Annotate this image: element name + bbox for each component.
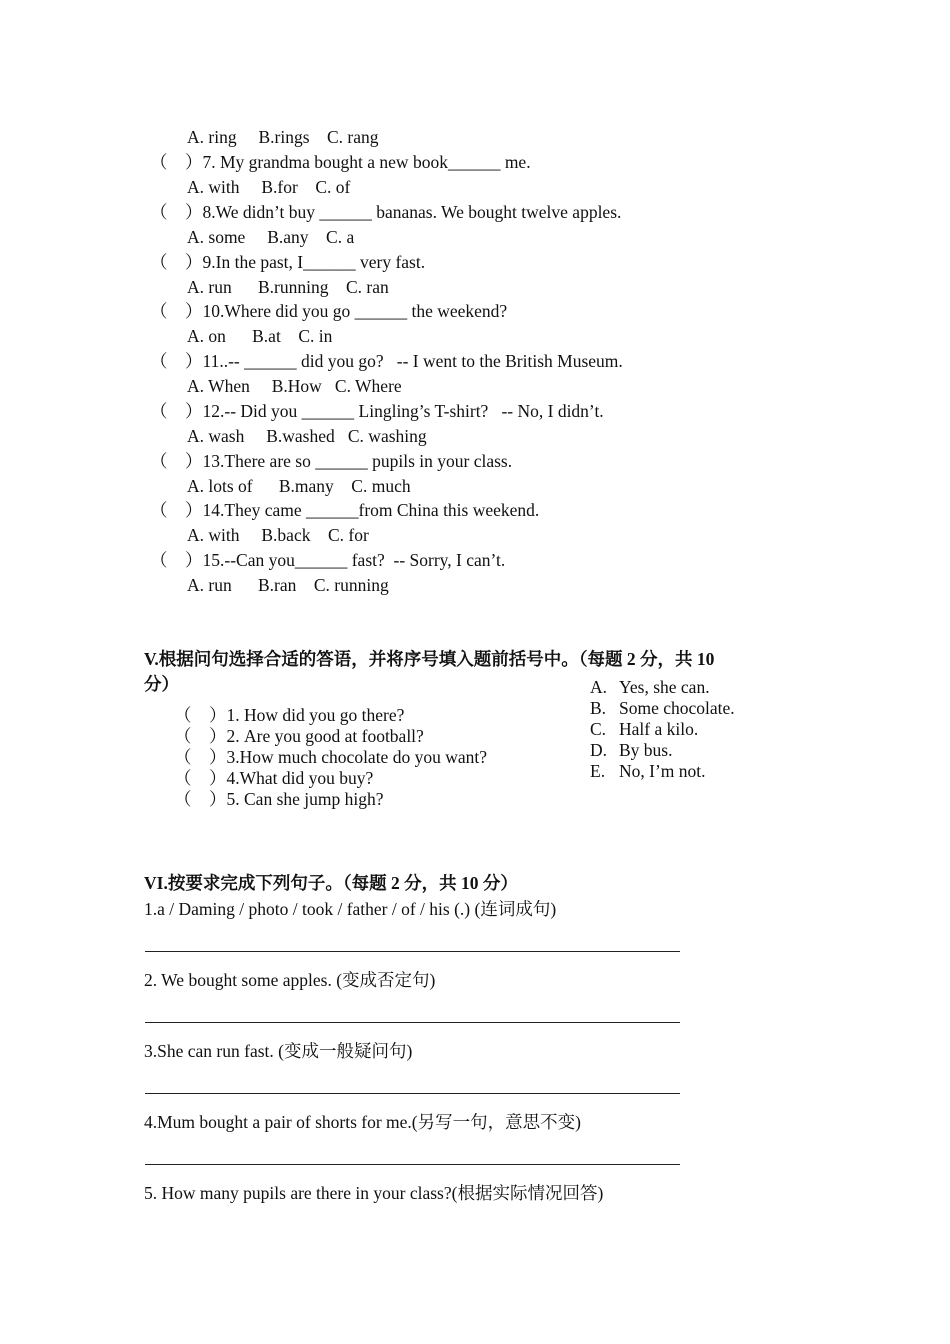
rewrite-item-2: 2. We bought some apples. (变成否定句) [144, 970, 436, 990]
q6-options: A. ring B.rings C. rang [187, 127, 379, 147]
match-question-2: （ ）2. Are you good at football? [174, 726, 424, 746]
q13-options: A. lots of B.many C. much [187, 476, 411, 496]
answer-line-4[interactable] [145, 1164, 680, 1165]
answer-text: No, I’m not. [619, 761, 706, 781]
section6-heading: VI.按要求完成下列句子。（每题 2 分，共 10 分） [144, 873, 518, 893]
q14-question: （ ）14.They came ______from China this weekend. [150, 500, 540, 520]
rewrite-item-3: 3.She can run fast. (变成一般疑问句) [144, 1041, 413, 1061]
answer-option-c [590, 718, 698, 740]
q15-question: （ ）15.--Can you______ fast? -- Sorry, I can’t. [150, 550, 506, 570]
q14-options: A. with B.back C. for [187, 525, 369, 545]
q8-options: A. some B.any C. a [187, 227, 355, 247]
q12-options: A. wash B.washed C. washing [187, 426, 427, 446]
answer-text: Yes, she can. [619, 677, 710, 697]
answer-text: Some chocolate. [619, 698, 735, 718]
match-question-5: （ ）5. Can she jump high? [174, 789, 384, 809]
q11-question: （ ）11..-- ______ did you go? -- I went to the British Museum. [150, 351, 623, 371]
match-question-4: （ ）4.What did you buy? [174, 768, 374, 788]
match-question-3: （ ）3.How much chocolate do you want? [174, 747, 487, 767]
rewrite-item-1: 1.a / Daming / photo / took / father / of / his (.) (连词成句) [144, 899, 557, 919]
q10-options: A. on B.at C. in [187, 326, 333, 346]
q12-question: （ ）12.-- Did you ______ Lingling’s T-shirt? -- No, I didn’t. [150, 401, 604, 421]
answer-letter: C. [590, 719, 607, 739]
answer-letter: B. [590, 698, 607, 718]
q8-question: （ ）8.We didn’t buy ______ bananas. We bought twelve apples. [150, 202, 622, 222]
answer-line-3[interactable] [145, 1093, 680, 1094]
answer-option-b [590, 697, 735, 719]
answer-option-d [590, 739, 672, 761]
rewrite-item-4: 4.Mum bought a pair of shorts for me.(另写一句，意思不变) [144, 1112, 581, 1132]
answer-line-1[interactable] [145, 951, 680, 952]
section5-heading-cont: 分） [144, 674, 179, 694]
q13-question: （ ）13.There are so ______ pupils in your class. [150, 451, 513, 471]
answer-letter: A. [590, 677, 608, 697]
q9-question: （ ）9.In the past, I______ very fast. [150, 252, 426, 272]
q11-options: A. When B.How C. Where [187, 376, 402, 396]
q10-question: （ ）10.Where did you go ______ the weekend? [150, 301, 508, 321]
q7-question: （ ）7. My grandma bought a new book______ me. [150, 152, 531, 172]
section5-heading: V.根据问句选择合适的答语，并将序号填入题前括号中。（每题 2 分，共 10 [144, 649, 715, 669]
q9-options: A. run B.running C. ran [187, 277, 389, 297]
answer-option-e [590, 760, 706, 782]
q7-options: A. with B.for C. of [187, 177, 351, 197]
answer-text: Half a kilo. [619, 719, 699, 739]
answer-line-2[interactable] [145, 1022, 680, 1023]
answer-letter: E. [590, 761, 606, 781]
answer-text: By bus. [619, 740, 673, 760]
answer-letter: D. [590, 740, 608, 760]
q15-options: A. run B.ran C. running [187, 575, 389, 595]
rewrite-item-5: 5. How many pupils are there in your class?(根据实际情况回答) [144, 1183, 604, 1203]
answer-option-a [590, 676, 710, 698]
match-question-1: （ ）1. How did you go there? [174, 705, 405, 725]
